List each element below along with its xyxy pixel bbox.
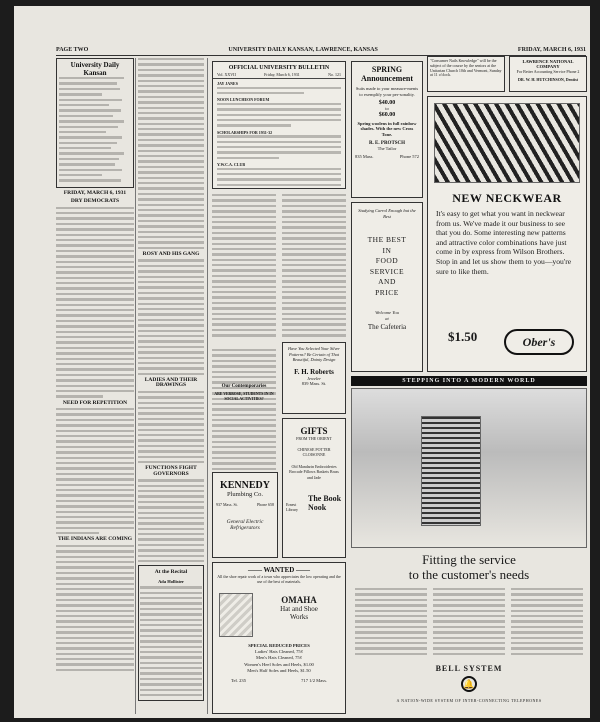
omaha-address: 717 1/2 Mass. [301, 678, 327, 684]
notice-body [217, 135, 341, 159]
recital-subhead: Ada Hollister [158, 578, 184, 584]
omaha-name: OMAHA [281, 595, 317, 605]
roberts-address: 839 Mass. St. [301, 381, 327, 386]
cafeteria-slogan [355, 235, 419, 298]
cafeteria-line: PRICE [375, 287, 399, 297]
contemporaries-heading: Our Contemporaries [221, 384, 267, 389]
newspaper-page [14, 6, 590, 718]
contemporaries-section [212, 381, 276, 403]
omaha-special: SPECIAL REDUCED PRICES [248, 643, 310, 648]
cafeteria-line: THE BEST [367, 235, 407, 244]
cafeteria-line: AND [378, 277, 396, 286]
neckwear-ad-title: NEW NECKWEAR [452, 191, 562, 205]
gifts-shop-booknook: The Book Nook [308, 494, 342, 512]
bulletin-notices [213, 79, 345, 189]
roberts-jeweler-ad [282, 342, 346, 414]
neckwear-ad-price: $1.50 [448, 329, 478, 344]
editorial-heading-functions: FUNCTIONS FIGHT GOVERNORS [145, 465, 197, 477]
editorial-date: FRIDAY, MARCH 6, 1931 [63, 189, 127, 196]
spring-ad-tailor-name: R. E. PROTSCH [368, 141, 406, 146]
gifts-sub: FROM THE ORIENT [296, 436, 332, 441]
omaha-sub: Works [289, 613, 309, 621]
neckties-illustration [434, 103, 580, 183]
bell-logo-icon: 🔔 [461, 676, 477, 692]
neckwear-ad-body: It's easy to get what you want in neckwear from us. We've made it our business to see that you do. Some interesting new patterns and attractive color combinations have just come in by express from Wilson Brothers. Stop in and let us show them to you—you're sure to like them. [436, 209, 572, 276]
cafeteria-ad [351, 202, 423, 372]
omaha-price-list [217, 643, 341, 684]
omaha-price: Men's Hats Cleaned, 75¢ [256, 655, 302, 661]
notice-body [217, 168, 341, 187]
notice-body [217, 87, 341, 95]
editorial-body-ladies [138, 391, 204, 463]
cafeteria-welcome: Welcome You [375, 310, 399, 315]
lawrence-national-title: LAWRENCE NATIONAL COMPANY [522, 59, 574, 69]
editorial-body-3 [56, 545, 134, 671]
recital-heading: At the Recital [154, 569, 188, 576]
kennedy-sub: Plumbing Co. [226, 491, 264, 498]
church-notice-ad [427, 56, 505, 92]
masthead-staff [59, 77, 131, 182]
editorial-body-functions [138, 479, 204, 562]
omaha-wanted: —— WANTED —— [247, 566, 311, 574]
masthead [56, 58, 134, 188]
roberts-ad-text: Have You Selected Your Silver Patterns? Be Certain of That Beautiful, Dainty Design [288, 346, 340, 362]
bulletin-number: No. 121 [328, 72, 341, 77]
spring-ad-price-to: to [385, 106, 389, 111]
gifts-shops [286, 494, 342, 512]
news-column-a [212, 194, 276, 344]
kennedy-title: KENNEDY [219, 480, 270, 491]
oriental-gifts-ad [282, 418, 346, 558]
omaha-name-block [257, 595, 341, 621]
spring-announcement-ad [351, 61, 423, 198]
spring-ad-address: 835 Mass. [355, 153, 374, 159]
contemporaries-subhead: ARE VERBOSE, STUDENTS IN IN SOCIAL ACTIVITIES? [214, 392, 274, 401]
switchboard-illustration [421, 416, 481, 526]
kennedy-service: Refrigerators [230, 525, 260, 531]
cafeteria-line: SERVICE [369, 266, 405, 276]
bell-slogan-line: to the customer's needs [408, 567, 530, 582]
editorial-column-2 [138, 58, 204, 714]
gifts-item: CLOISONNE [302, 452, 326, 457]
bell-slogan-line: Fitting the service [422, 552, 516, 567]
cafeteria-at: at [385, 315, 389, 321]
column-rule [135, 58, 136, 714]
recital-body [140, 586, 202, 696]
bulletin-volume: Vol. XXVII [217, 72, 236, 77]
notice-head: JAY JANES [217, 81, 238, 86]
bell-system-ad [351, 376, 587, 714]
editorial-heading-indians: THE INDIANS ARE COMING [57, 536, 133, 543]
kennedy-address: 937 Mass. St. [216, 502, 238, 507]
spring-ad-phone: Phone 572 [399, 153, 419, 159]
recital-box [138, 565, 204, 701]
omaha-price: Ladies' Hats Cleaned, 75¢ [254, 649, 304, 655]
omaha-phone: Tel. 235 [231, 678, 246, 684]
omaha-sub: Hat and Shoe [280, 605, 318, 613]
spring-ad-price-high: $60.00 [378, 111, 396, 118]
bell-footer: A NATION-WIDE SYSTEM OF INTER-CONNECTING TELEPHONES [396, 698, 542, 703]
bulletin-dateline [213, 71, 345, 79]
kennedy-service: General Electric [226, 519, 264, 525]
editorial-heading-ladies: LADIES AND THEIR DRAWINGS [144, 377, 198, 389]
column-2-body-top [138, 58, 204, 249]
official-bulletin [212, 61, 346, 189]
gifts-title: GIFTS [300, 426, 328, 436]
editorial-heading-repetition: NEED FOR REPETITION [62, 399, 128, 406]
bell-slogan [351, 552, 587, 582]
omaha-price: Women's Heel Soles and Heels, $1.00 [244, 661, 314, 667]
editorial-column-1 [56, 58, 134, 714]
omaha-price: Men's Half Soles and Heels, $1.50 [247, 667, 311, 673]
page-date: FRIDAY, MARCH 6, 1931 [517, 46, 586, 53]
spring-ad-trade: The Tailor [377, 146, 397, 151]
church-notice-text: "Consumer Nails Knowledge" will be the subject of the course by the seniors at the Unitarian Church 10th and Vermont, Sunday at 11 o'clock. [430, 58, 502, 78]
cafeteria-tagline: Studying Carrol Enough but the Best [358, 208, 416, 219]
spring-ad-body: Suits made to your measure-ments to exemplify your per-sonality. [355, 86, 419, 97]
cafeteria-name: The Cafeteria [367, 323, 407, 331]
editorial-body-2 [56, 408, 134, 534]
spring-ad-title: SPRING Announcement [360, 65, 413, 83]
bulletin-date: Friday, March 6, 1931 [264, 72, 300, 77]
editorial-heading-rosy: ROSY AND HIS GANG [142, 251, 200, 258]
column-rule [207, 58, 208, 714]
news-column-b [282, 194, 346, 344]
roberts-name: F. H. Roberts [294, 367, 334, 376]
spring-ad-contact [355, 154, 419, 159]
lawrence-national-sub: For Better Accounting Service Phone 2 [516, 69, 580, 74]
neckwear-ad [427, 96, 587, 372]
bell-headline: STEPPING INTO A MODERN WORLD [351, 376, 587, 386]
gifts-shop-library: Ernest Library [286, 502, 298, 512]
notice-body [217, 103, 341, 127]
paper-title: UNIVERSITY DAILY KANSAN, LAWRENCE, KANSAS [228, 46, 378, 53]
omaha-wanted-text: All the shoe repair work of a town who appreciates the low operating and the use of the best of materials. [217, 574, 341, 584]
bell-brand: BELL SYSTEM [435, 664, 503, 673]
obers-logo: Ober's [504, 329, 574, 355]
kennedy-phone: Phone 658 [257, 502, 274, 507]
bell-copy-col-3 [511, 588, 583, 660]
gifts-item: CHINESE POTTER [297, 446, 331, 452]
spring-ad-price-low: $40.00 [378, 100, 396, 106]
bell-copy-col-1 [355, 588, 427, 660]
bell-copy-col-2 [433, 588, 505, 660]
omaha-contact [217, 678, 341, 684]
roberts-trade: Jeweler [307, 375, 321, 381]
notice-head: Y.W.C.A. CLUB [217, 162, 246, 168]
masthead-name: University Daily Kansan [70, 61, 120, 77]
omaha-hat-shoe-ad [212, 562, 346, 714]
kennedy-plumbing-ad [212, 472, 278, 558]
editorial-body-rosy [138, 259, 204, 375]
gifts-item-list: Old Mandarin Embroideries Brocade Pillows Baskets Brass and Jade [289, 463, 339, 480]
page-number: PAGE TWO [56, 46, 89, 53]
man-with-hat-illustration [219, 593, 253, 637]
dentist-name: DR. W. H. HUTCHINSON, Dentist [517, 76, 578, 82]
editorial-body-1 [56, 207, 134, 398]
editorial-heading-dry-democrats: DRY DEMOCRATS [70, 198, 120, 205]
lawrence-national-ad [509, 56, 587, 92]
bulletin-title: OFFICIAL UNIVERSITY BULLETIN [228, 65, 330, 71]
cafeteria-line: FOOD [375, 256, 399, 265]
cafeteria-line: IN [382, 245, 392, 255]
kennedy-contact [216, 502, 274, 507]
notice-head: SCHOLARSHIPS FOR 1931-32 [217, 129, 273, 135]
spring-ad-note: Spring woolens in full rainbow shades. With the new Cross Tone. [357, 120, 417, 137]
notice-head: NOON LUNCHEON FORUM [217, 97, 270, 103]
running-head [56, 44, 586, 56]
